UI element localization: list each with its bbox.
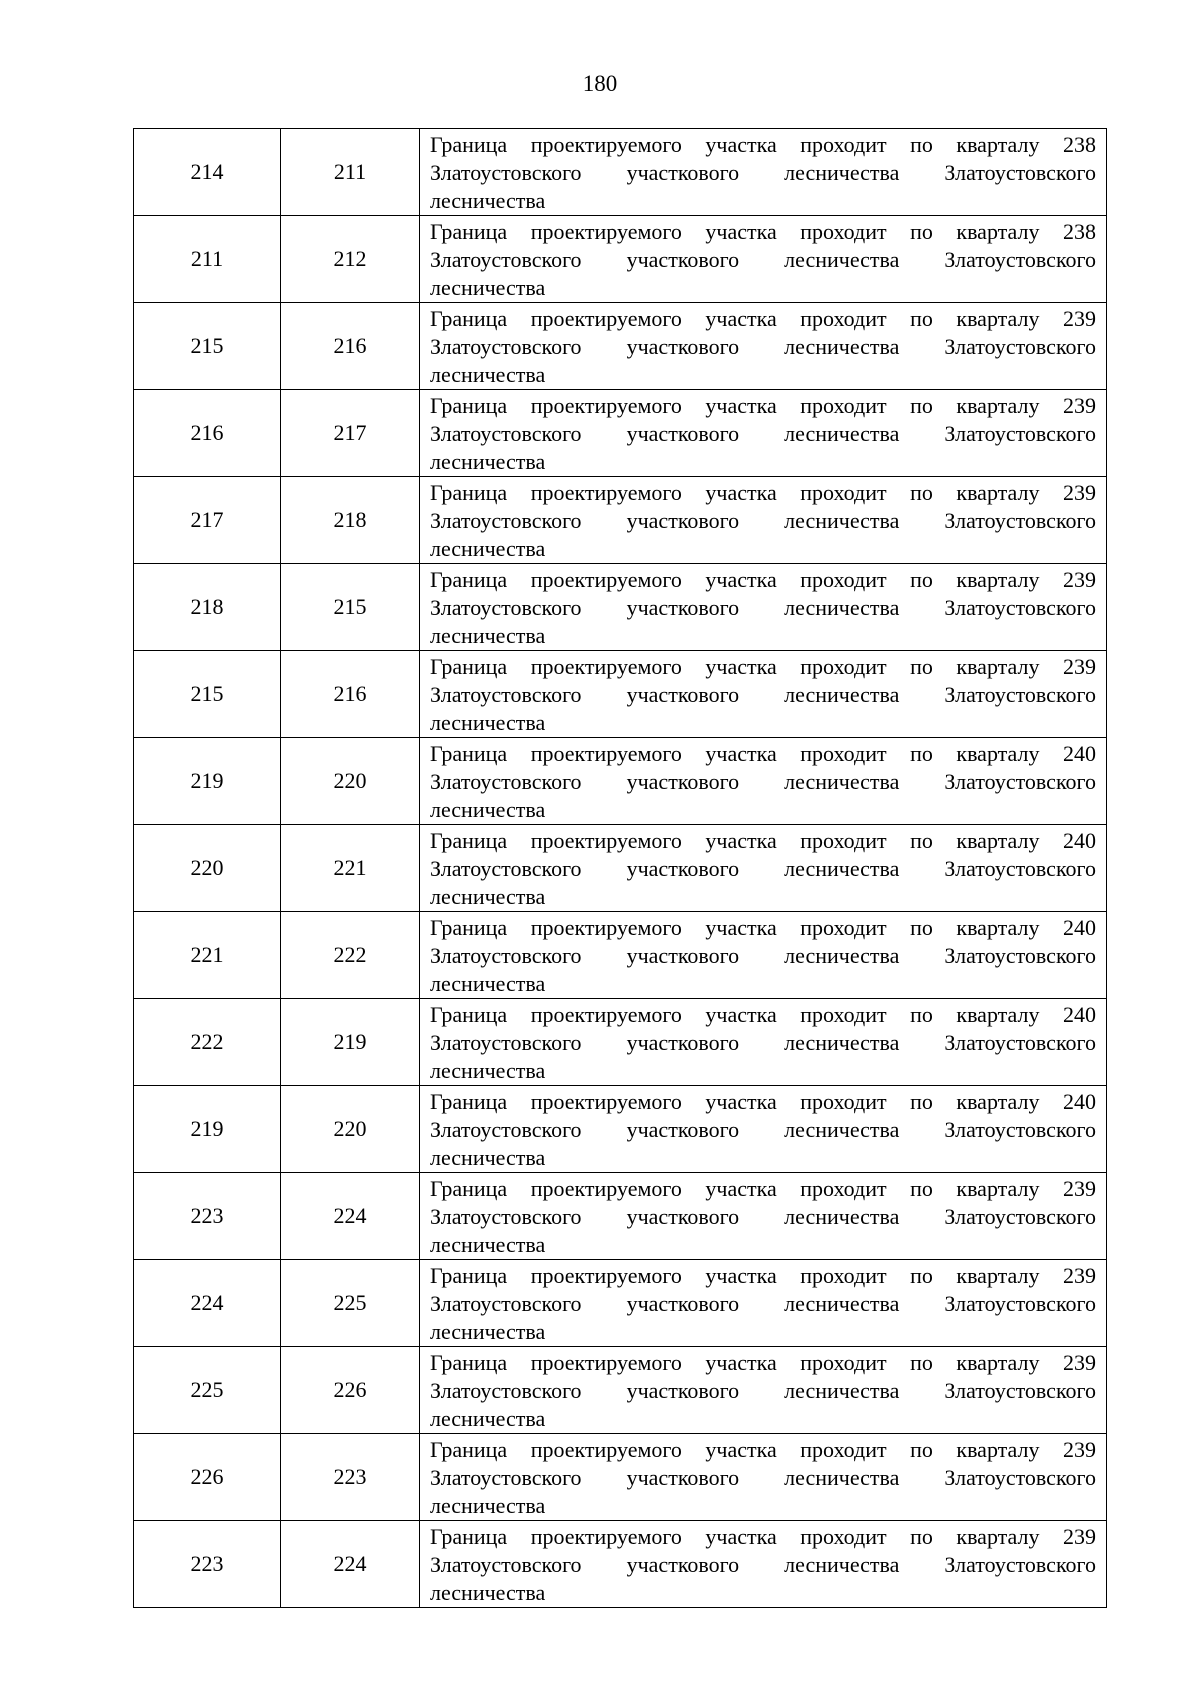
- table-row: [134, 477, 1107, 564]
- description-cell: [420, 999, 1107, 1086]
- description-line: Граница проектируемого участка проходит по кварталу 239: [430, 1263, 1096, 1288]
- table-row: [134, 651, 1107, 738]
- to-point-cell: 221: [281, 825, 420, 912]
- table-row: [134, 912, 1107, 999]
- from-point-cell: 223: [134, 1521, 281, 1608]
- description-cell: [420, 1260, 1107, 1347]
- description-line: Граница проектируемого участка проходит по кварталу 239: [430, 1350, 1096, 1375]
- table-row: [134, 1086, 1107, 1173]
- from-point-cell: 220: [134, 825, 281, 912]
- to-point-cell: 223: [281, 1434, 420, 1521]
- from-point-cell: 215: [134, 651, 281, 738]
- description-cell: [420, 1086, 1107, 1173]
- description-line: Златоустовского участкового лесничества Златоустовского: [430, 247, 1096, 272]
- description-line: лесничества: [430, 710, 546, 735]
- from-point-cell: 219: [134, 1086, 281, 1173]
- from-point-cell: 211: [134, 216, 281, 303]
- table-row: [134, 1173, 1107, 1260]
- description-cell: [420, 216, 1107, 303]
- description-line: Граница проектируемого участка проходит по кварталу 239: [430, 480, 1096, 505]
- to-point-cell: 216: [281, 651, 420, 738]
- description-line: Граница проектируемого участка проходит по кварталу 238: [430, 132, 1096, 157]
- description-line: лесничества: [430, 449, 546, 474]
- description-line: Граница проектируемого участка проходит по кварталу 240: [430, 1089, 1096, 1114]
- table-row: [134, 825, 1107, 912]
- to-point-cell: 211: [281, 129, 420, 216]
- description-cell: [420, 303, 1107, 390]
- to-point-cell: 212: [281, 216, 420, 303]
- description-cell: [420, 1173, 1107, 1260]
- to-point-cell: 215: [281, 564, 420, 651]
- description-cell: [420, 1521, 1107, 1608]
- description-line: Златоустовского участкового лесничества Златоустовского: [430, 1378, 1096, 1403]
- description-line: Златоустовского участкового лесничества Златоустовского: [430, 943, 1096, 968]
- description-line: Златоустовского участкового лесничества Златоустовского: [430, 769, 1096, 794]
- table-row: [134, 1434, 1107, 1521]
- description-cell: [420, 477, 1107, 564]
- description-line: лесничества: [430, 1058, 546, 1083]
- table-row: [134, 303, 1107, 390]
- description-line: Граница проектируемого участка проходит по кварталу 240: [430, 828, 1096, 853]
- from-point-cell: 216: [134, 390, 281, 477]
- description-line: Граница проектируемого участка проходит по кварталу 239: [430, 567, 1096, 592]
- description-line: лесничества: [430, 797, 546, 822]
- description-line: Златоустовского участкового лесничества Златоустовского: [430, 1465, 1096, 1490]
- description-line: лесничества: [430, 1319, 546, 1344]
- description-line: Златоустовского участкового лесничества Златоустовского: [430, 1552, 1096, 1577]
- to-point-cell: 218: [281, 477, 420, 564]
- description-line: Златоустовского участкового лесничества Златоустовского: [430, 595, 1096, 620]
- to-point-cell: 220: [281, 1086, 420, 1173]
- description-cell: [420, 1347, 1107, 1434]
- from-point-cell: 218: [134, 564, 281, 651]
- description-cell: [420, 651, 1107, 738]
- boundary-table: [133, 128, 1107, 1608]
- description-cell: [420, 738, 1107, 825]
- description-line: Граница проектируемого участка проходит по кварталу 239: [430, 1524, 1096, 1549]
- to-point-cell: 224: [281, 1173, 420, 1260]
- description-line: Граница проектируемого участка проходит по кварталу 240: [430, 915, 1096, 940]
- to-point-cell: 217: [281, 390, 420, 477]
- description-line: Златоустовского участкового лесничества Златоустовского: [430, 160, 1096, 185]
- description-cell: [420, 564, 1107, 651]
- description-line: лесничества: [430, 1232, 546, 1257]
- description-line: Граница проектируемого участка проходит по кварталу 239: [430, 306, 1096, 331]
- from-point-cell: 214: [134, 129, 281, 216]
- to-point-cell: 224: [281, 1521, 420, 1608]
- description-line: лесничества: [430, 1580, 546, 1605]
- description-line: Граница проектируемого участка проходит по кварталу 239: [430, 393, 1096, 418]
- to-point-cell: 222: [281, 912, 420, 999]
- from-point-cell: 223: [134, 1173, 281, 1260]
- description-line: Граница проектируемого участка проходит по кварталу 239: [430, 654, 1096, 679]
- description-line: лесничества: [430, 1145, 546, 1170]
- from-point-cell: 221: [134, 912, 281, 999]
- description-line: Златоустовского участкового лесничества Златоустовского: [430, 1030, 1096, 1055]
- description-line: лесничества: [430, 536, 546, 561]
- from-point-cell: 225: [134, 1347, 281, 1434]
- to-point-cell: 216: [281, 303, 420, 390]
- description-line: Златоустовского участкового лесничества Златоустовского: [430, 334, 1096, 359]
- from-point-cell: 222: [134, 999, 281, 1086]
- table-body: [134, 129, 1107, 1608]
- from-point-cell: 219: [134, 738, 281, 825]
- from-point-cell: 226: [134, 1434, 281, 1521]
- description-line: Граница проектируемого участка проходит по кварталу 240: [430, 1002, 1096, 1027]
- description-line: лесничества: [430, 623, 546, 648]
- to-point-cell: 219: [281, 999, 420, 1086]
- description-cell: [420, 825, 1107, 912]
- table-row: [134, 390, 1107, 477]
- table-row: [134, 564, 1107, 651]
- to-point-cell: 225: [281, 1260, 420, 1347]
- description-line: Граница проектируемого участка проходит по кварталу 238: [430, 219, 1096, 244]
- description-line: Златоустовского участкового лесничества Златоустовского: [430, 508, 1096, 533]
- table-row: [134, 1521, 1107, 1608]
- description-cell: [420, 912, 1107, 999]
- description-line: Граница проектируемого участка проходит по кварталу 239: [430, 1437, 1096, 1462]
- description-line: Златоустовского участкового лесничества Златоустовского: [430, 856, 1096, 881]
- description-line: Граница проектируемого участка проходит по кварталу 240: [430, 741, 1096, 766]
- from-point-cell: 224: [134, 1260, 281, 1347]
- description-cell: [420, 1434, 1107, 1521]
- from-point-cell: 217: [134, 477, 281, 564]
- description-line: лесничества: [430, 971, 546, 996]
- to-point-cell: 226: [281, 1347, 420, 1434]
- table-row: [134, 129, 1107, 216]
- description-line: Златоустовского участкового лесничества Златоустовского: [430, 421, 1096, 446]
- description-cell: [420, 390, 1107, 477]
- table-row: [134, 999, 1107, 1086]
- description-line: Граница проектируемого участка проходит по кварталу 239: [430, 1176, 1096, 1201]
- description-line: лесничества: [430, 1493, 546, 1518]
- table-row: [134, 738, 1107, 825]
- description-line: лесничества: [430, 884, 546, 909]
- description-line: Златоустовского участкового лесничества Златоустовского: [430, 1117, 1096, 1142]
- to-point-cell: 220: [281, 738, 420, 825]
- page-number: 180: [582, 71, 618, 96]
- description-line: лесничества: [430, 275, 546, 300]
- description-line: лесничества: [430, 1406, 546, 1431]
- table-row: [134, 1260, 1107, 1347]
- description-line: Златоустовского участкового лесничества Златоустовского: [430, 1291, 1096, 1316]
- table-row: [134, 216, 1107, 303]
- table-row: [134, 1347, 1107, 1434]
- description-line: Златоустовского участкового лесничества Златоустовского: [430, 1204, 1096, 1229]
- from-point-cell: 215: [134, 303, 281, 390]
- description-line: лесничества: [430, 188, 546, 213]
- description-line: лесничества: [430, 362, 546, 387]
- description-cell: [420, 129, 1107, 216]
- description-line: Златоустовского участкового лесничества Златоустовского: [430, 682, 1096, 707]
